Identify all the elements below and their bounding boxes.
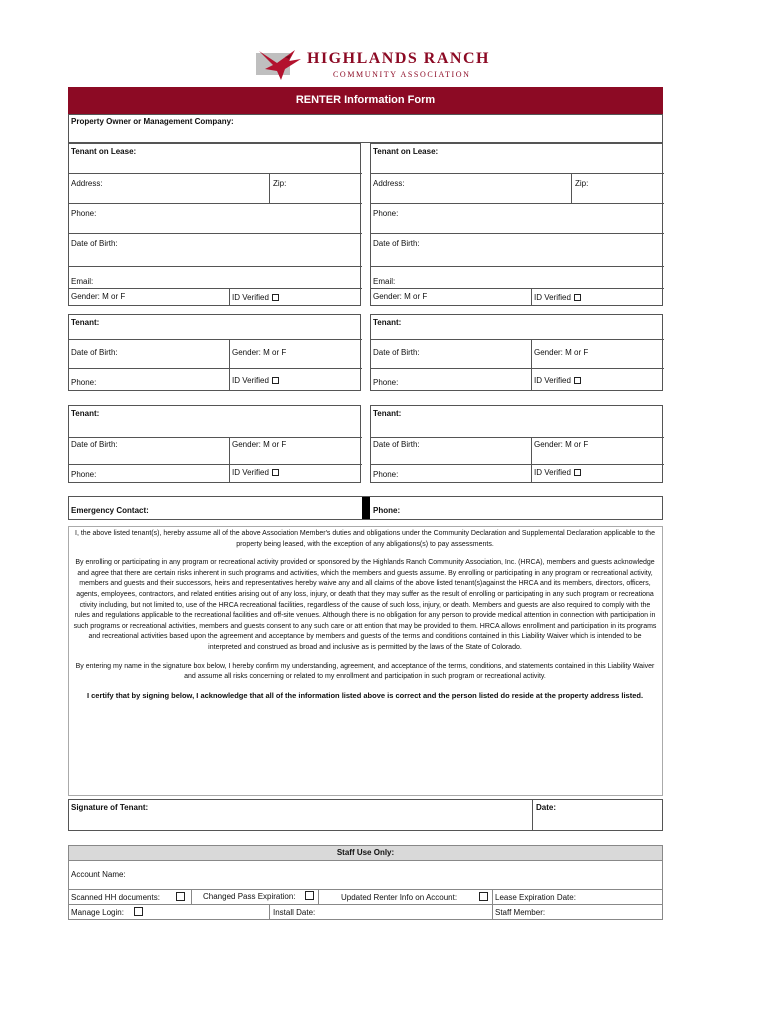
gender-label: Gender: M or F xyxy=(534,440,589,449)
phone-label: Phone: xyxy=(373,470,399,479)
tenant-label: Tenant: xyxy=(373,409,402,418)
zip-label: Zip: xyxy=(273,179,287,188)
dob-label: Date of Birth: xyxy=(373,440,420,449)
waiver-paragraph-2: By enrolling or participating in any program or recreational activity provided or sponsored by the Highlands Ranch Community Association, Inc. (HRCA), members and guests acknowledge and agree that there are certain risks inherent in such programs and activities, which the members and guests assume. By enrolling or participating in any program or recreational activity, members and guests and their successors, heirs and representatives hereby waive any and all claims of the above listed tenant(s)against the HRCA and its members, directors, officers, agents, employees, contractors, and related entities arising out of any loss, injury, or death that they may suffer as the result of enrolling or participating in any such program or recreationa ctivity including, but not limited to, use of the HRCA recreational facilities, regardless of the cause of such loss, injury, or death. Members and guests are also required to comply with the rules and regulations applicable to the recreational facilities and off-site venues. Although there is no obligation for any person to provide medical attention in connection with participation in such programs or recreational activities, members and guests consent to any such care or att ention that may be provided to them. HRCA allows enrollment and participation in its programs and recreational activities based upon the agreement and acceptance by members and guests of the terms and conditions contained in this Liability Waiver which is intended to be interpreted and construed as broad and inclusive as is permitted by the laws of the State of Colorado. xyxy=(73,559,657,651)
gender-label: Gender: M or F xyxy=(373,292,428,301)
id-verified-label: ID Verified xyxy=(534,293,571,302)
staff-use-title: Staff Use Only: xyxy=(69,846,662,860)
id-verified-label: ID Verified xyxy=(232,468,269,477)
gender-label: Gender: M or F xyxy=(232,440,287,449)
signature-label: Signature of Tenant: xyxy=(71,803,149,812)
id-verified-label: ID Verified xyxy=(232,376,269,385)
id-verified-checkbox[interactable] xyxy=(534,376,581,385)
address-label: Address: xyxy=(373,179,405,188)
gender-label: Gender: M or F xyxy=(71,292,126,301)
id-verified-label: ID Verified xyxy=(232,293,269,302)
manage-login-checkbox[interactable] xyxy=(134,907,143,916)
emergency-contact-field[interactable] xyxy=(68,496,663,520)
address-label: Address: xyxy=(71,179,103,188)
updated-renter-info-label: Updated Renter Info on Account: xyxy=(341,893,458,902)
gender-label: Gender: M or F xyxy=(534,348,589,357)
waiver-paragraph-3: By entering my name in the signature box below, I hereby confirm my understanding, agreement, and acceptance of the terms, conditions, and statements contained in this Liability Waiver and assume all risks concerning or related to my enrollment and participation in such program or recreational activity. xyxy=(75,662,655,681)
id-verified-checkbox[interactable] xyxy=(232,468,279,477)
scanned-hh-documents-checkbox[interactable] xyxy=(176,892,185,901)
tenant-section xyxy=(370,405,663,483)
form-title: RENTER Information Form xyxy=(68,87,663,114)
staff-member-label: Staff Member: xyxy=(495,908,546,917)
phone-label: Phone: xyxy=(373,209,399,218)
tenant-label: Tenant: xyxy=(373,318,402,327)
org-subtitle: COMMUNITY ASSOCIATION xyxy=(333,70,471,79)
phone-label: Phone: xyxy=(71,470,97,479)
tenant-label: Tenant: xyxy=(71,318,100,327)
emergency-contact-label: Emergency Contact: xyxy=(71,506,149,515)
account-name-label: Account Name: xyxy=(71,870,126,879)
lease-expiration-date-label: Lease Expiration Date: xyxy=(495,893,576,902)
phone-label: Phone: xyxy=(71,378,97,387)
id-verified-checkbox[interactable] xyxy=(534,293,581,302)
install-date-label: Install Date: xyxy=(273,908,316,917)
dob-label: Date of Birth: xyxy=(373,239,420,248)
tenant-section xyxy=(68,405,361,483)
date-label: Date: xyxy=(536,803,557,812)
dob-label: Date of Birth: xyxy=(71,239,118,248)
dob-label: Date of Birth: xyxy=(71,348,118,357)
tenant-section xyxy=(370,314,663,391)
staff-use-section xyxy=(68,845,663,920)
manage-login-label: Manage Login: xyxy=(71,908,124,917)
certification-statement: I certify that by signing below, I acknowledge that all of the information listed above is correct and the person listed do reside at the property address listed. xyxy=(86,690,644,700)
id-verified-checkbox[interactable] xyxy=(534,468,581,477)
dob-label: Date of Birth: xyxy=(71,440,118,449)
lease-tenant-1-section xyxy=(68,143,361,306)
id-verified-checkbox[interactable] xyxy=(232,293,279,302)
email-label: Email: xyxy=(373,277,396,286)
tenant-label: Tenant: xyxy=(71,409,100,418)
id-verified-label: ID Verified xyxy=(534,468,571,477)
signature-field[interactable] xyxy=(68,799,663,831)
updated-renter-info-checkbox[interactable] xyxy=(479,892,488,901)
tenant-on-lease-label: Tenant on Lease: xyxy=(373,147,439,156)
org-name: HIGHLANDS RANCH xyxy=(307,50,490,67)
zip-label: Zip: xyxy=(575,179,589,188)
gender-label: Gender: M or F xyxy=(232,348,287,357)
property-owner-field[interactable] xyxy=(68,114,663,143)
lease-tenant-2-section xyxy=(370,143,663,306)
phone-label: Phone: xyxy=(71,209,97,218)
eagle-logo-icon xyxy=(255,47,305,83)
scanned-hh-documents-label: Scanned HH documents: xyxy=(71,893,160,902)
tenant-section xyxy=(68,314,361,391)
emergency-phone-label: Phone: xyxy=(373,506,401,515)
property-owner-label: Property Owner or Management Company: xyxy=(71,117,234,126)
tenant-on-lease-label: Tenant on Lease: xyxy=(71,147,137,156)
dob-label: Date of Birth: xyxy=(373,348,420,357)
liability-waiver-text xyxy=(72,529,658,709)
changed-pass-expiration-checkbox[interactable] xyxy=(305,891,314,900)
id-verified-label: ID Verified xyxy=(534,376,571,385)
email-label: Email: xyxy=(71,277,94,286)
id-verified-checkbox[interactable] xyxy=(232,376,279,385)
changed-pass-expiration-label: Changed Pass Expiration: xyxy=(203,892,296,901)
phone-label: Phone: xyxy=(373,378,399,387)
waiver-paragraph-1: I, the above listed tenant(s), hereby assume all of the above Association Member's duties and obligations under the Community Declaration and Supplemental Declaration applicable to the property being leased, with the exception of any abligations(s) to pay assessments. xyxy=(75,530,655,548)
